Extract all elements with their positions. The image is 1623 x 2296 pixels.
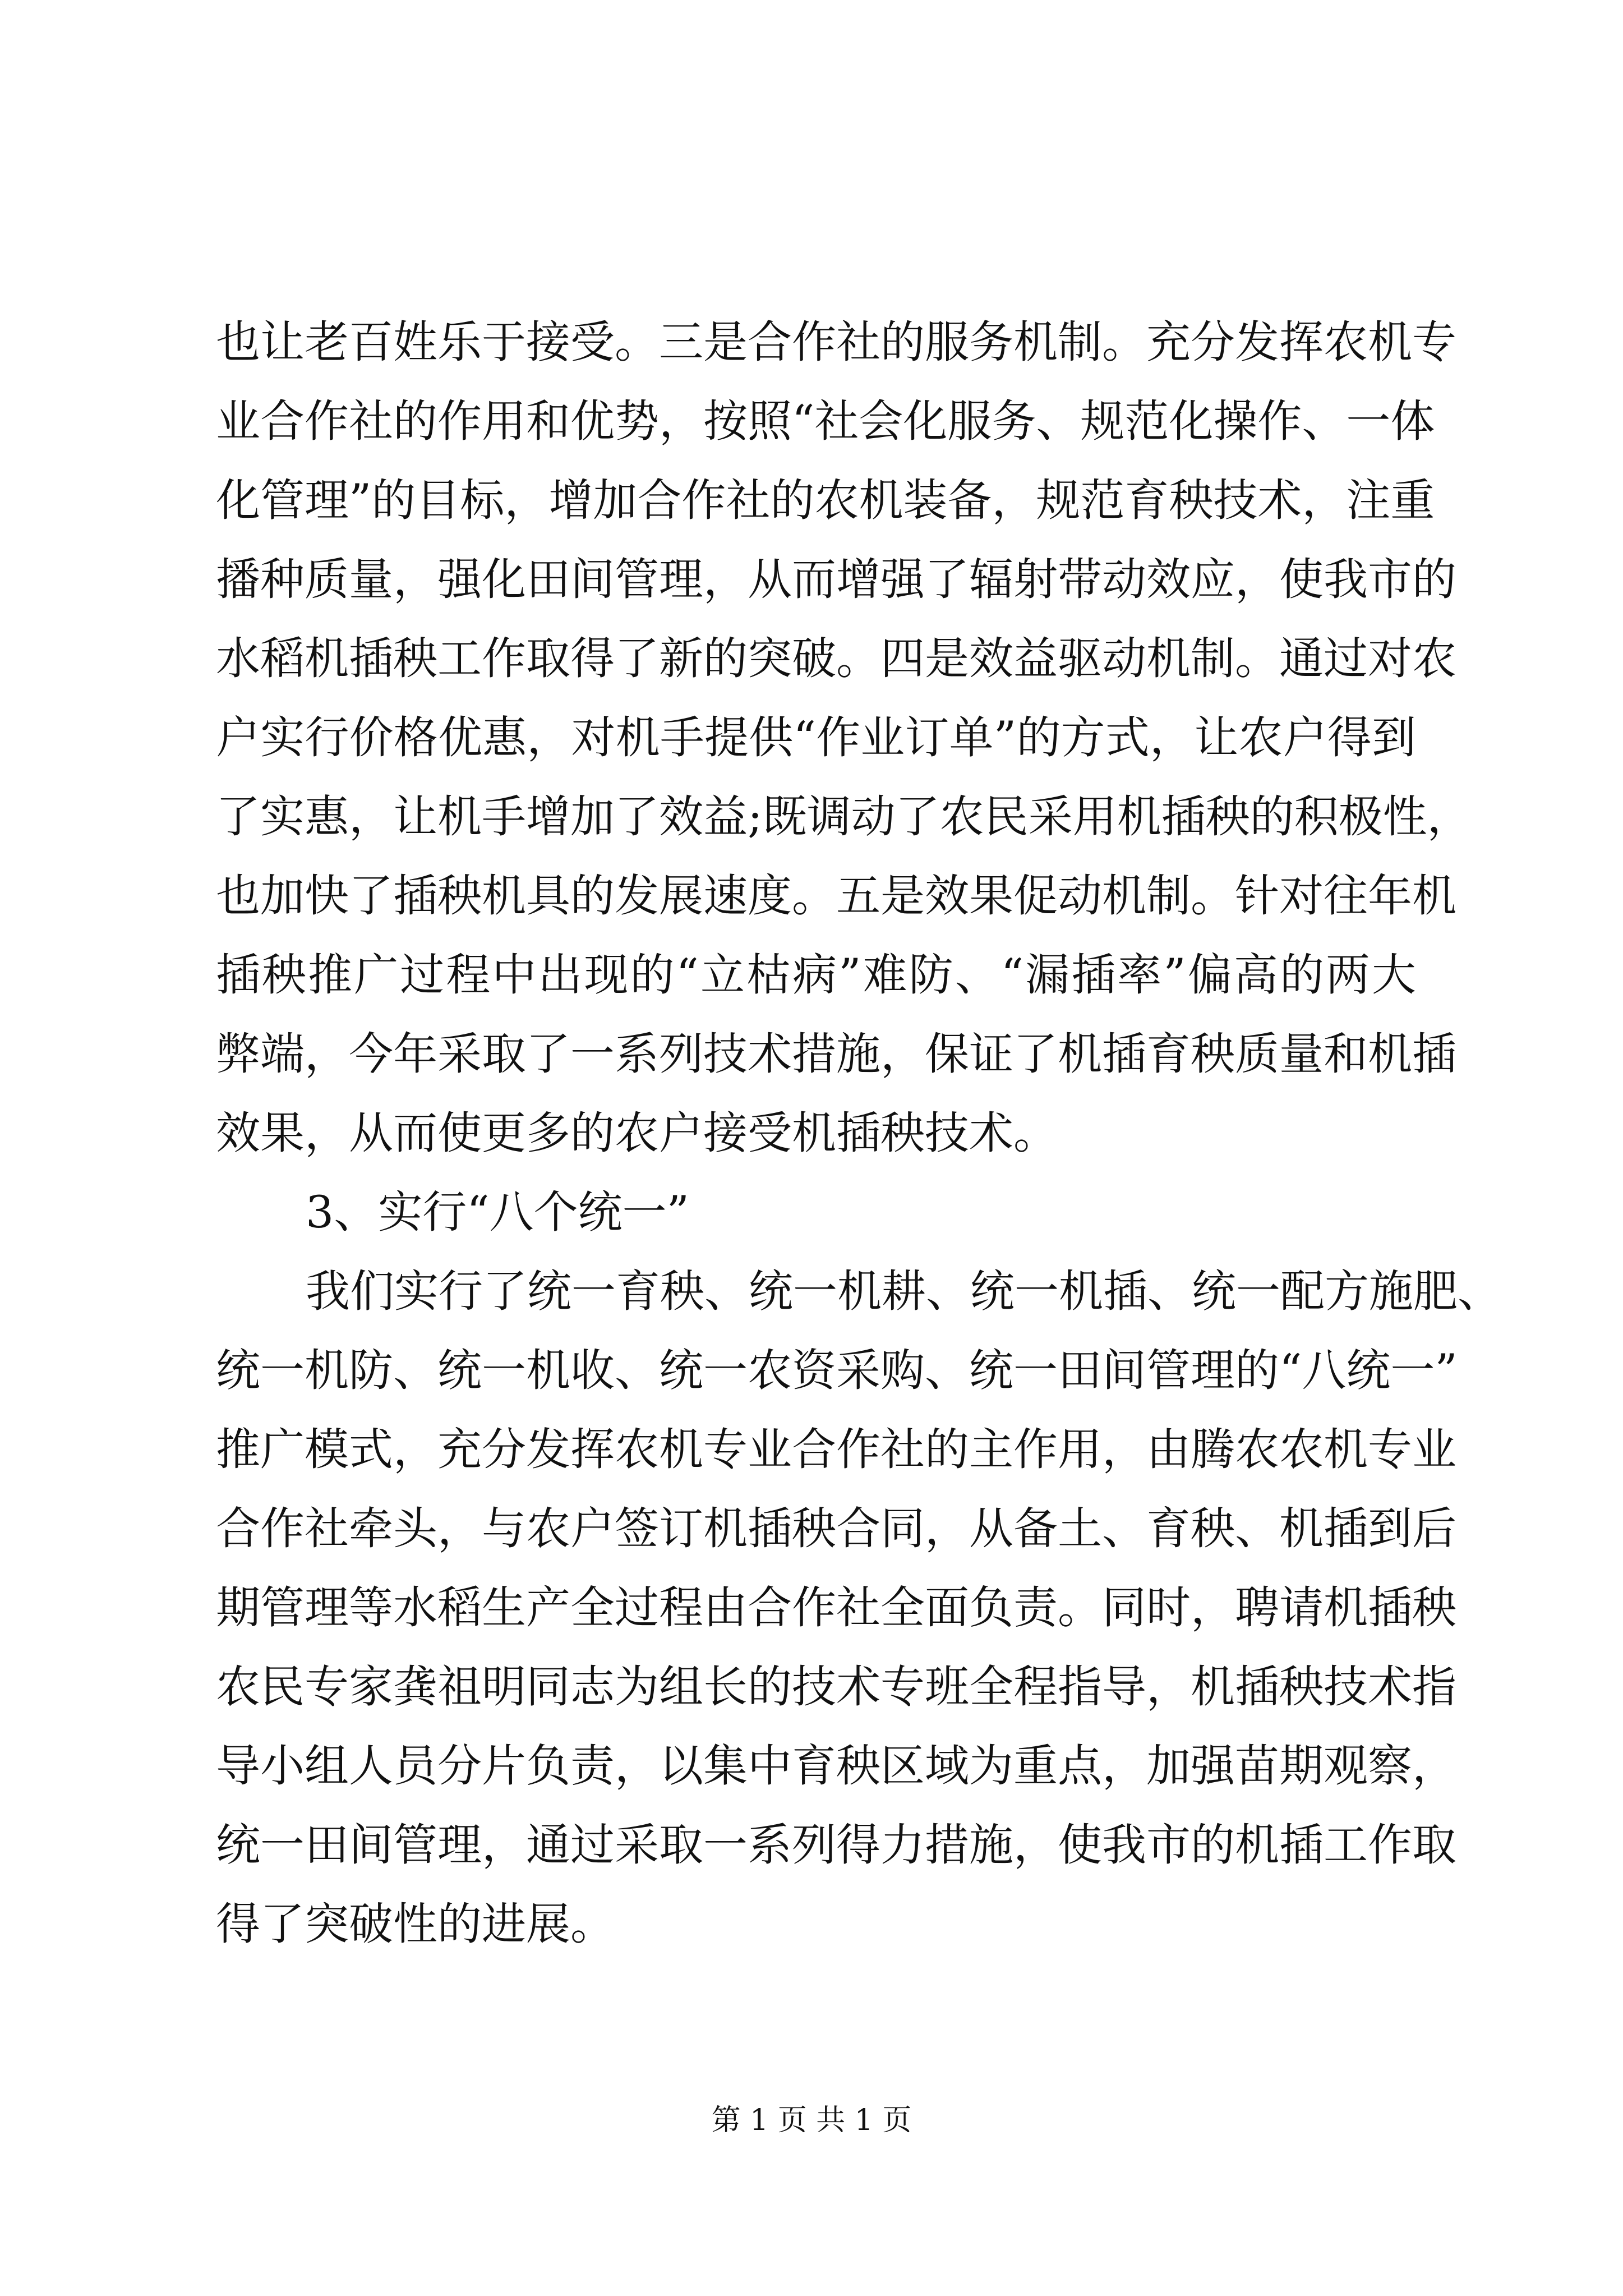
paragraph-line: 得了突破性的进展。 (216, 1898, 615, 1950)
paragraph-line: 统一机防、统一机收、统一农资采购、统一田间管理的“八统一” (216, 1345, 1458, 1396)
paragraph-line: 水稻机插秧工作取得了新的突破。四是效益驱动机制。通过对农 (216, 633, 1456, 684)
paragraph-line: 户实行价格优惠，对机手提供“作业订单”的方式，让农户得到 (216, 712, 1416, 763)
paragraph-line: 统一田间管理，通过采取一系列得力措施，使我市的机插工作取 (216, 1819, 1456, 1871)
paragraph-line: 也加快了插秧机具的发展速度。五是效果促动机制。针对往年机 (216, 870, 1456, 922)
paragraph-line: 导小组人员分片负责，以集中育秧区域为重点，加强苗期观察， (216, 1740, 1456, 1792)
page-number-footer: 第 1 页 共 1 页 (711, 2104, 912, 2137)
paragraph-line: 我们实行了统一育秧、统一机耕、统一机插、统一配方施肥、 (306, 1266, 1502, 1317)
paragraph-line: 播种质量，强化田间管理，从而增强了辐射带动效应，使我市的 (216, 554, 1456, 605)
paragraph-line: 了实惠，让机手增加了效益;既调动了农民采用机插秧的积极性， (216, 791, 1472, 843)
paragraph-line: 插秧推广过程中出现的“立枯病”难防、“漏插率”偏高的两大 (216, 949, 1416, 1001)
body-text (216, 303, 1502, 1964)
paragraph-line: 也让老百姓乐于接受。三是合作社的服务机制。充分发挥农机专 (216, 316, 1456, 368)
section-heading: 3、实行“八个统一” (306, 1186, 690, 1238)
paragraph-line: 合作社牵头，与农户签订机插秧合同，从备土、育秧、机插到后 (216, 1503, 1456, 1554)
paragraph-line: 化管理”的目标，增加合作社的农机装备，规范育秧技术，注重 (216, 475, 1435, 526)
paragraph-line: 推广模式，充分发挥农机专业合作社的主作用，由腾农农机专业 (216, 1424, 1456, 1475)
paragraph-line: 业合作社的作用和优势，按照“社会化服务、规范化操作、一体 (216, 395, 1435, 447)
paragraph-line: 弊端，今年采取了一系列技术措施，保证了机插育秧质量和机插 (216, 1028, 1456, 1080)
paragraph-line: 期管理等水稻生产全过程由合作社全面负责。同时，聘请机插秧 (216, 1582, 1456, 1634)
paragraph-line: 农民专家龚祖明同志为组长的技术专班全程指导，机插秧技术指 (216, 1661, 1456, 1713)
paragraph-line: 效果，从而使更多的农户接受机插秧技术。 (216, 1107, 1058, 1159)
